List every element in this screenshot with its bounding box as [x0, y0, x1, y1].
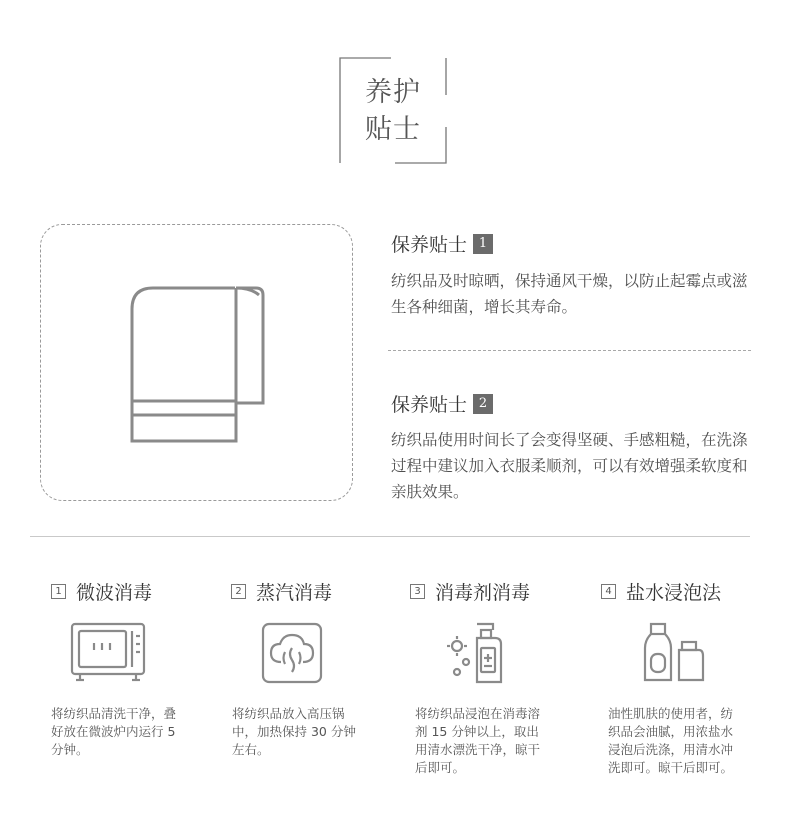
tip-1-number-badge: 1 — [473, 234, 493, 254]
method-3-text: 将纺织品浸泡在消毒溶剂 15 分钟以上，取出用清水漂洗干净，晾干后即可。 — [415, 706, 541, 775]
title-bracket-frame — [339, 57, 447, 164]
title-line-1: 养护 — [365, 77, 421, 108]
tip-2-heading — [391, 390, 493, 417]
dashed-divider — [388, 350, 751, 351]
method-1-heading — [51, 578, 152, 605]
care-tips-title — [339, 57, 447, 164]
tip-1-body: 纺织品及时晾晒，保持通风干燥，以防止起霉点或滋生各种细菌，增长其寿命。 — [391, 272, 748, 316]
method-2-heading — [231, 578, 332, 605]
tip-1-heading — [391, 230, 493, 257]
method-4-title: 盐水浸泡法 — [626, 582, 722, 604]
towel-icon — [41, 225, 354, 502]
steam-icon — [261, 622, 323, 684]
section-divider — [30, 536, 750, 537]
tip-1-label: 保养贴士 — [391, 234, 468, 256]
method-4-text: 油性肌肤的使用者，纺织品会油腻，用浓盐水浸泡后洗涤，用清水冲洗即可。晾干后即可。 — [608, 706, 734, 775]
method-4-number: 4 — [601, 584, 616, 599]
method-1-number: 1 — [51, 584, 66, 599]
method-2-title: 蒸汽消毒 — [256, 582, 333, 604]
microwave-icon — [70, 622, 148, 684]
method-3-title: 消毒剂消毒 — [435, 582, 531, 604]
method-3-number: 3 — [410, 584, 425, 599]
method-2-number: 2 — [231, 584, 246, 599]
method-1-text: 将纺织品清洗干净，叠好放在微波炉内运行 5 分钟。 — [51, 706, 177, 757]
method-2-text: 将纺织品放入高压锅中，加热保持 30 分钟左右。 — [232, 706, 356, 757]
method-4-heading — [601, 578, 721, 605]
tip-2-body: 纺织品使用时间长了会变得坚硬、手感粗糙，在洗涤过程中建议加入衣服柔顺剂，可以有效增强柔软度和亲肤效果。 — [391, 431, 748, 501]
towel-card — [40, 224, 353, 501]
tip-2-number-badge: 2 — [473, 394, 493, 414]
salt-bottles-icon — [643, 622, 705, 684]
title-line-2: 贴士 — [365, 114, 421, 145]
method-1-title: 微波消毒 — [76, 582, 153, 604]
method-3-heading — [410, 578, 530, 605]
disinfectant-bottle-icon — [443, 622, 507, 686]
tip-2-label: 保养贴士 — [391, 394, 468, 416]
